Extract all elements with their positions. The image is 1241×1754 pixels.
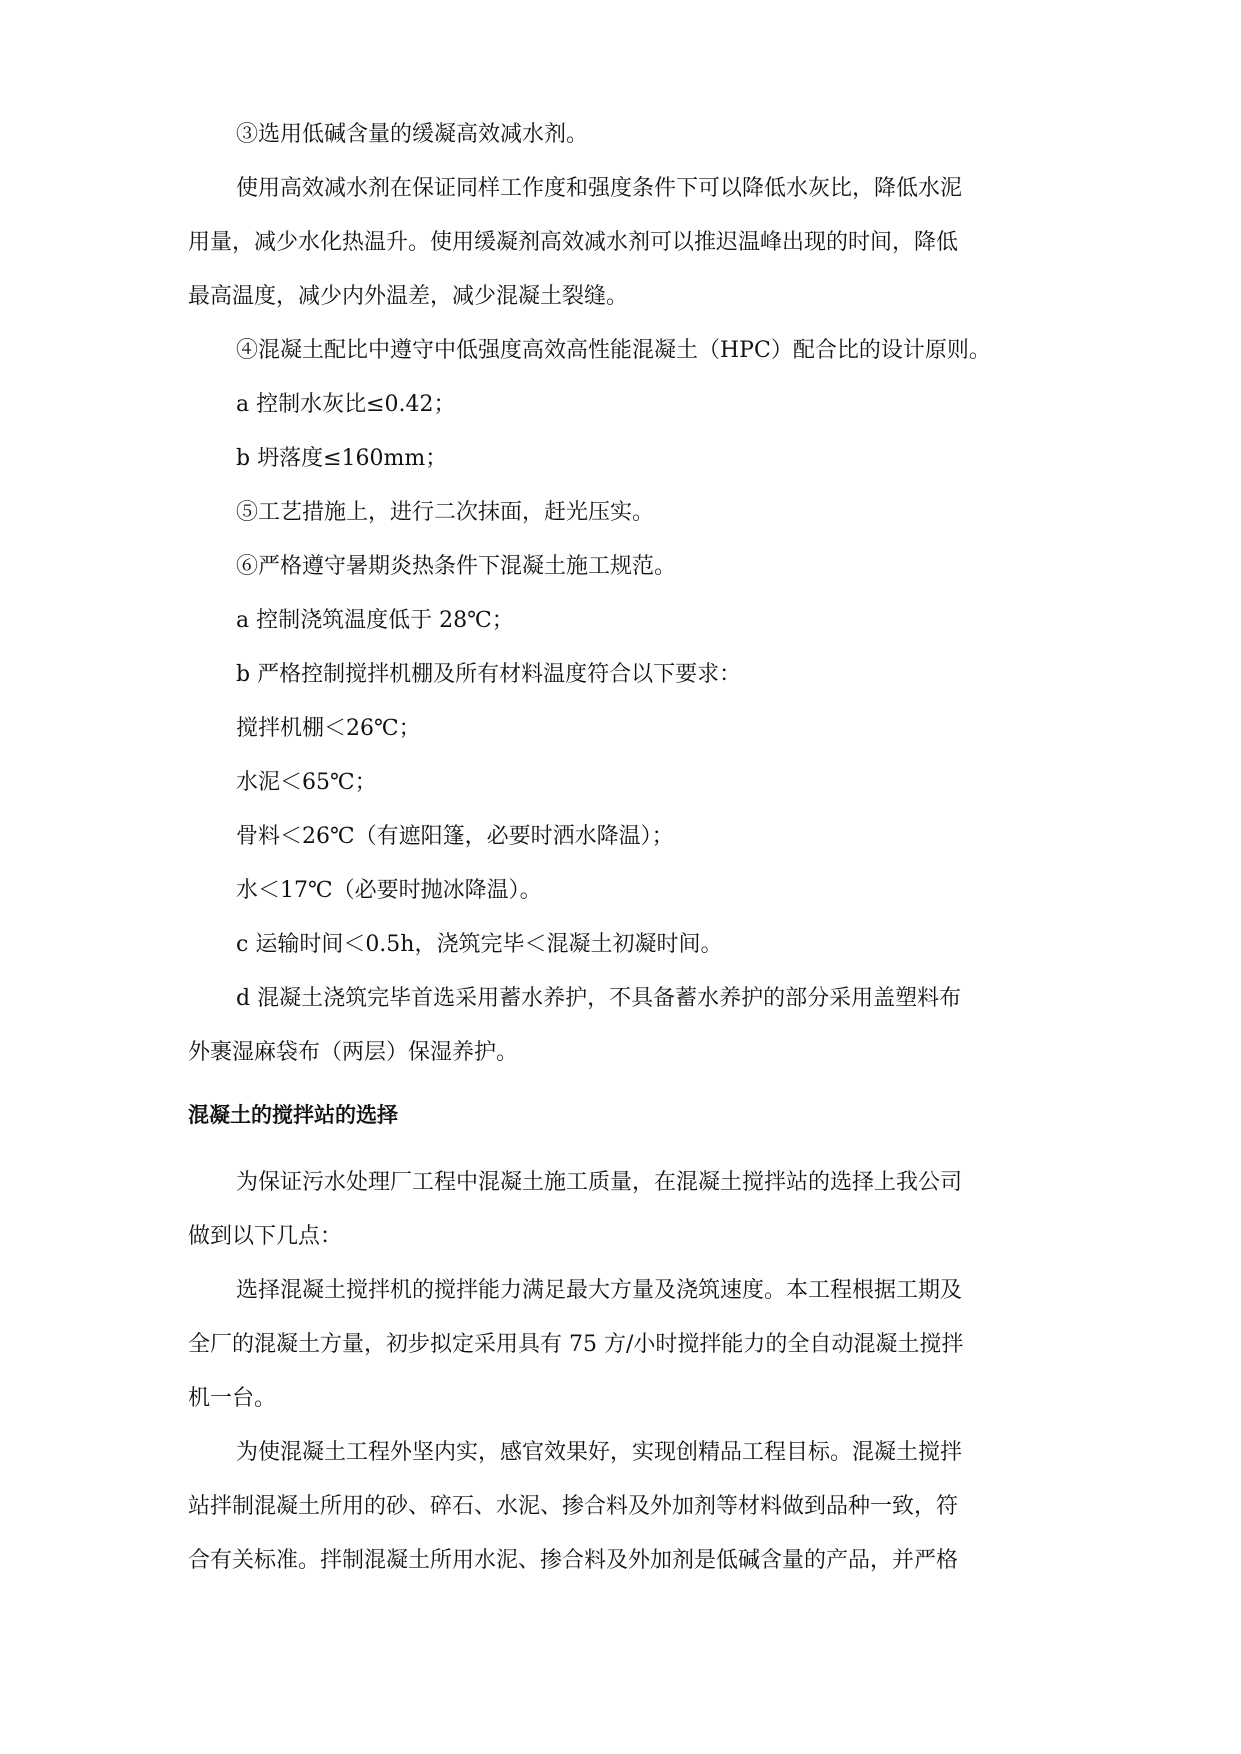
text-line: 全厂的混凝土方量，初步拟定采用具有 75 方/小时搅拌能力的全自动混凝土搅拌: [188, 1332, 964, 1357]
text-line: ⑥严格遵守暑期炎热条件下混凝土施工规范。: [236, 554, 677, 579]
text-line: ⑤工艺措施上，进行二次抹面，赶光压实。: [236, 500, 655, 525]
spacer: [188, 1142, 1054, 1156]
text-line: b 坍落度≤160mm；: [236, 446, 448, 471]
text-line: 做到以下几点：: [188, 1224, 343, 1249]
text-line: 机一台。: [188, 1386, 277, 1411]
text-line: a 控制浇筑温度低于 28℃；: [236, 608, 514, 633]
text-line: 最高温度，减少内外温差，减少混凝土裂缝。: [188, 284, 629, 309]
text-line: 水＜17℃（必要时抛冰降温）。: [236, 878, 542, 903]
text-line: 站拌制混凝土所用的砂、碎石、水泥、掺合料及外加剂等材料做到品种一致，符: [188, 1494, 959, 1519]
text-line: 骨料＜26℃（有遮阳篷，必要时洒水降温）；: [236, 824, 674, 849]
text-line: 选择混凝土搅拌机的搅拌能力满足最大方量及浇筑速度。本工程根据工期及: [236, 1278, 963, 1303]
text-line: b 严格控制搅拌机棚及所有材料温度符合以下要求：: [236, 662, 742, 687]
text-line: 搅拌机棚＜26℃；: [236, 716, 421, 741]
section-heading: 混凝土的搅拌站的选择: [188, 1103, 398, 1127]
spacer: [188, 1080, 1054, 1088]
text-line: 为保证污水处理厂工程中混凝土施工质量，在混凝土搅拌站的选择上我公司: [236, 1170, 963, 1195]
text-line: c 运输时间＜0.5h，浇筑完毕＜混凝土初凝时间。: [236, 932, 723, 957]
text-line: 为使混凝土工程外坚内实，感官效果好，实现创精品工程目标。混凝土搅拌: [236, 1440, 963, 1465]
text-line: a 控制水灰比≤0.42；: [236, 392, 456, 417]
text-line: ④混凝土配比中遵守中低强度高效高性能混凝土（HPC）配合比的设计原则。: [236, 338, 991, 363]
text-line: 外裹湿麻袋布（两层）保湿养护。: [188, 1040, 519, 1065]
text-line: 水泥＜65℃；: [236, 770, 377, 795]
text-line: d 混凝土浇筑完毕首选采用蓄水养护，不具备蓄水养护的部分采用盖塑料布: [236, 986, 962, 1011]
text-line: ③选用低碱含量的缓凝高效减水剂。: [236, 122, 589, 147]
page-content: [188, 108, 1054, 1588]
text-line: 合有关标准。拌制混凝土所用水泥、掺合料及外加剂是低碱含量的产品，并严格: [188, 1548, 959, 1573]
text-line: 使用高效减水剂在保证同样工作度和强度条件下可以降低水灰比，降低水泥: [236, 176, 963, 201]
text-line: 用量，减少水化热温升。使用缓凝剂高效减水剂可以推迟温峰出现的时间，降低: [188, 230, 959, 255]
